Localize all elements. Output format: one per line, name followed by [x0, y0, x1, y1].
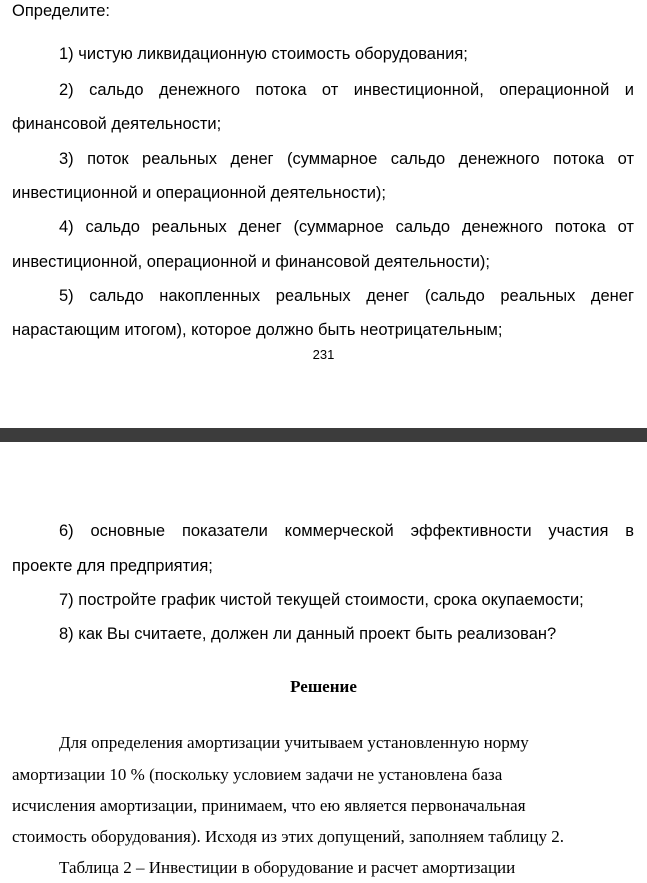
- justified-word: денег: [238, 218, 282, 236]
- justified-word: основные: [90, 522, 166, 540]
- justified-word: реальных: [142, 150, 218, 168]
- justified-word: денежного: [461, 218, 543, 236]
- page-separator: [0, 428, 647, 442]
- item-text: чистую ликвидационную стоимость оборудования;: [78, 45, 468, 63]
- list-item-1: [59, 43, 634, 65]
- justified-word: показатели: [181, 522, 268, 540]
- justified-word: потока: [554, 218, 606, 236]
- justified-word: денежного: [458, 150, 540, 168]
- paragraph-line-1: Для определения амортизации учитываем установленную норму: [59, 733, 529, 752]
- justified-word: эффективности: [410, 522, 532, 540]
- document-page-231: [0, 0, 647, 428]
- justified-word: коммерческой: [284, 522, 394, 540]
- justified-word: и: [624, 81, 634, 99]
- page-number: 231: [312, 347, 335, 362]
- list-item-3-cont: инвестиционной и операционной деятельности);: [12, 184, 386, 202]
- justified-word: от: [617, 218, 634, 236]
- justified-word: сальдо: [89, 287, 144, 305]
- justified-word: операционной: [499, 81, 610, 99]
- list-item-2-cont: финансовой деятельности;: [12, 115, 222, 133]
- justified-word: накопленных: [159, 287, 261, 305]
- justified-word: поток: [87, 150, 129, 168]
- justified-word: сальдо: [89, 81, 144, 99]
- list-item-5-cont: нарастающим итогом), которое должно быть неотрицательным;: [12, 321, 503, 339]
- justified-word: от: [321, 81, 339, 99]
- document-page-232: [0, 442, 647, 883]
- justified-word: реальных: [275, 287, 351, 305]
- list-item-6: [59, 520, 634, 542]
- item-number: 6): [59, 522, 74, 540]
- justified-word: денег: [366, 287, 410, 305]
- item-number: 7): [59, 591, 74, 609]
- justified-word: (суммарное: [287, 150, 378, 168]
- justified-word: денег: [590, 287, 634, 305]
- justified-word: реальных: [500, 287, 576, 305]
- item-number: 3): [59, 150, 74, 168]
- justified-word: денег: [230, 150, 274, 168]
- list-item-3: [59, 148, 634, 170]
- item-number: 2): [59, 81, 74, 99]
- list-item-8: [59, 623, 634, 645]
- table-caption: Таблица 2 – Инвестиции в оборудование и расчет амортизации: [59, 858, 516, 877]
- justified-word: от: [617, 150, 634, 168]
- paragraph-line-3: исчисления амортизации, принимаем, что ею является первоначальная: [12, 796, 526, 815]
- solution-heading: Решение: [290, 677, 357, 696]
- item-number: 4): [59, 218, 74, 236]
- item-text: постройте график чистой текущей стоимости, срока окупаемости;: [78, 591, 584, 609]
- justified-word: в: [625, 522, 634, 540]
- list-item-6-cont: проекте для предприятия;: [12, 557, 213, 575]
- list-item-7: [59, 589, 634, 611]
- justified-word: сальдо: [390, 150, 446, 168]
- paragraph-line-4: стоимость оборудования). Исходя из этих допущений, заполняем таблицу 2.: [12, 827, 564, 846]
- justified-word: инвестиционной,: [353, 81, 484, 99]
- paragraph-line-2: амортизации 10 % (поскольку условием задачи не установлена база: [12, 765, 503, 784]
- list-item-4-cont: инвестиционной, операционной и финансовой деятельности);: [12, 253, 490, 271]
- justified-word: потока: [553, 150, 605, 168]
- list-item-2: [59, 79, 634, 101]
- list-item-5: [59, 285, 634, 307]
- justified-word: потока: [255, 81, 307, 99]
- item-number: 5): [59, 287, 74, 305]
- justified-word: денежного: [158, 81, 241, 99]
- justified-word: (сальдо: [424, 287, 485, 305]
- item-number: 8): [59, 625, 74, 643]
- justified-word: сальдо: [85, 218, 140, 236]
- justified-word: сальдо: [395, 218, 451, 236]
- list-item-4: [59, 216, 634, 238]
- item-number: 1): [59, 45, 74, 63]
- justified-word: участия: [548, 522, 609, 540]
- item-text: как Вы считаете, должен ли данный проект быть реализован?: [78, 625, 557, 643]
- justified-word: реальных: [151, 218, 227, 236]
- justified-word: (суммарное: [293, 218, 384, 236]
- heading-define: Определите:: [12, 2, 110, 20]
